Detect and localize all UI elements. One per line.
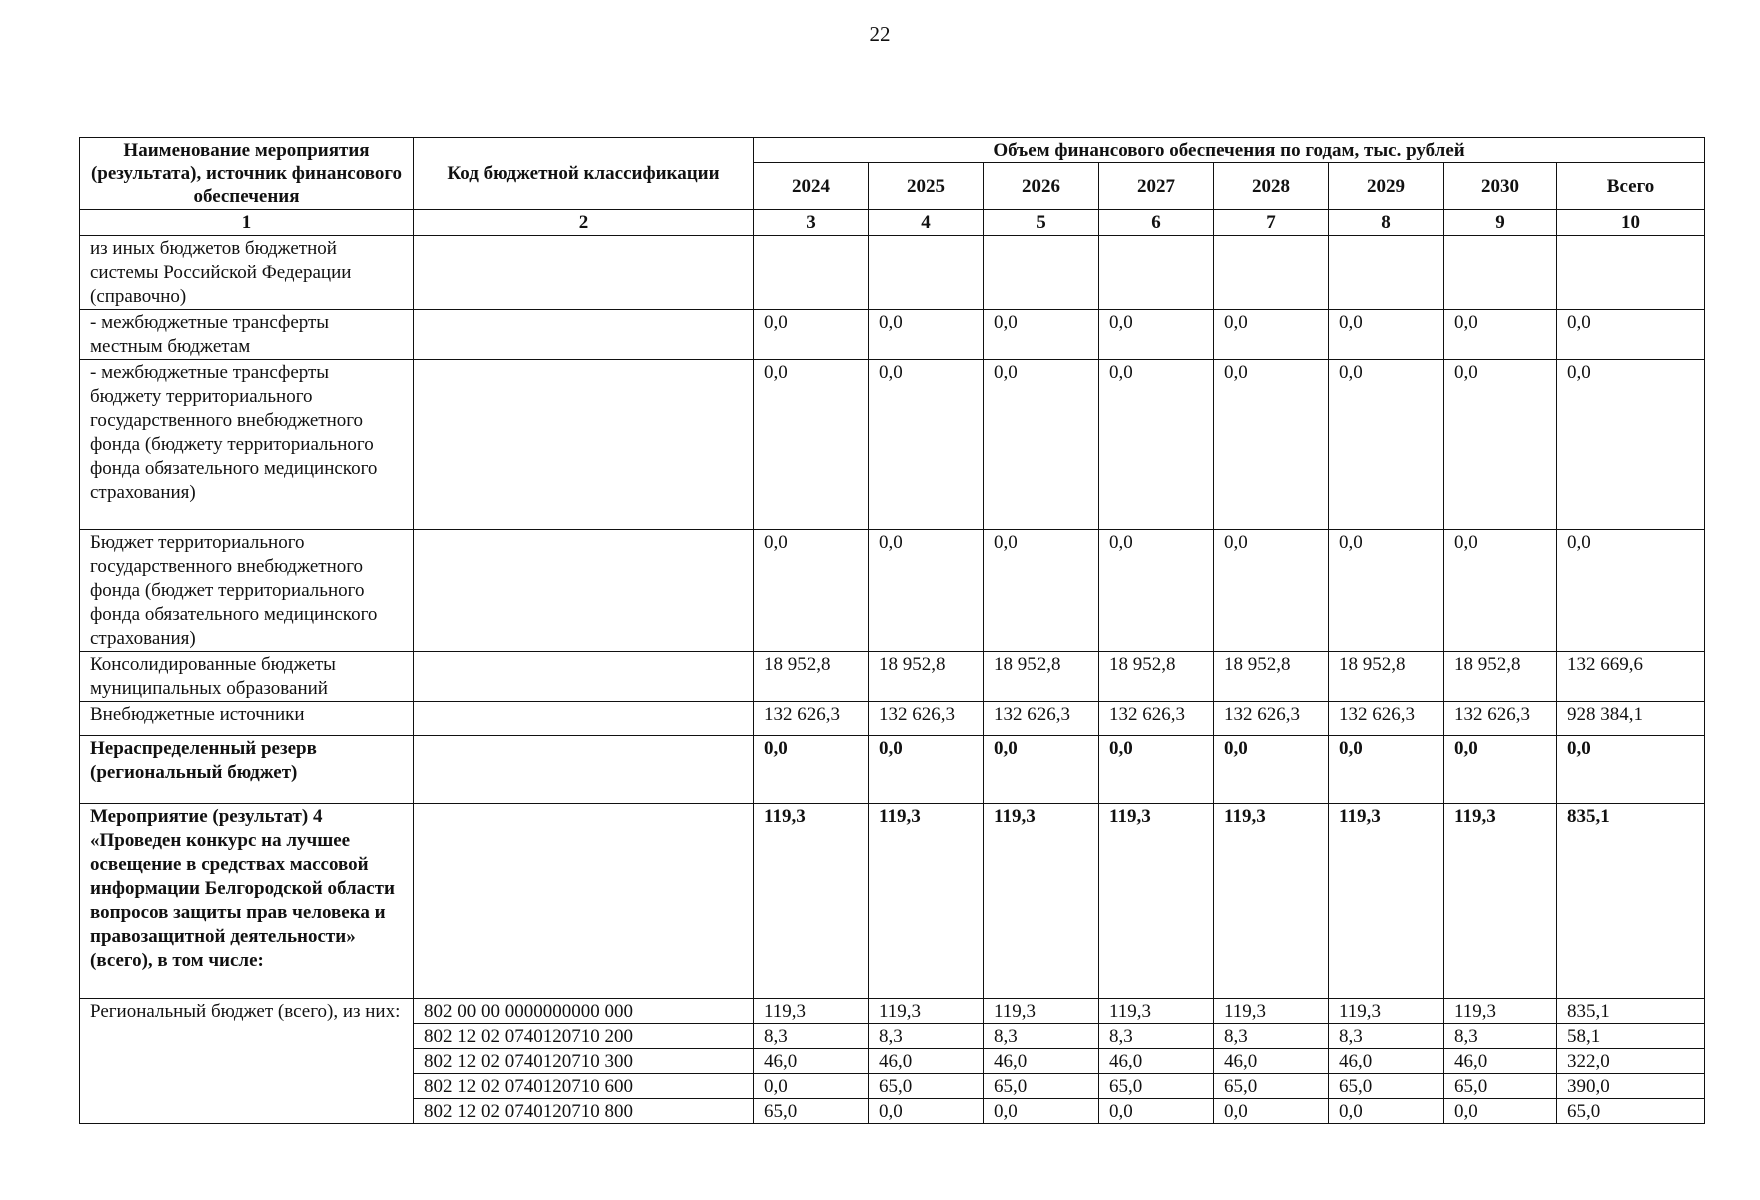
row-year-value: 65,0	[984, 1074, 1099, 1099]
row-year-value: 0,0	[754, 530, 869, 652]
row-total-value: 928 384,1	[1557, 702, 1705, 736]
table-row	[80, 360, 1705, 530]
row-year-value: 0,0	[1214, 360, 1329, 530]
row-total-value: 65,0	[1557, 1099, 1705, 1124]
row-year-value: 132 626,3	[1214, 702, 1329, 736]
row-year-value	[984, 236, 1099, 310]
column-number: 7	[1214, 210, 1329, 236]
row-year-value: 8,3	[1214, 1024, 1329, 1049]
table-row	[80, 236, 1705, 310]
row-year-value: 119,3	[869, 999, 984, 1024]
row-code: 802 12 02 0740120710 600	[414, 1074, 754, 1099]
row-code: 802 12 02 0740120710 800	[414, 1099, 754, 1124]
column-number: 10	[1557, 210, 1705, 236]
column-number: 4	[869, 210, 984, 236]
row-total-value: 132 669,6	[1557, 652, 1705, 702]
page-number: 22	[869, 22, 891, 46]
row-total-value: 0,0	[1557, 310, 1705, 360]
row-year-value: 0,0	[984, 1099, 1099, 1124]
row-year-value: 0,0	[1444, 530, 1557, 652]
row-total-value	[1557, 236, 1705, 310]
header-year: 2029	[1329, 163, 1444, 210]
row-code	[414, 310, 754, 360]
row-year-value: 18 952,8	[1214, 652, 1329, 702]
row-year-value: 65,0	[754, 1099, 869, 1124]
table-row	[80, 804, 1705, 999]
row-year-value: 0,0	[869, 360, 984, 530]
row-total-value: 58,1	[1557, 1024, 1705, 1049]
header-year: 2025	[869, 163, 984, 210]
table-body	[80, 236, 1705, 1124]
row-year-value: 0,0	[984, 310, 1099, 360]
table-row	[80, 652, 1705, 702]
row-year-value: 18 952,8	[1329, 652, 1444, 702]
row-year-value: 8,3	[1444, 1024, 1557, 1049]
row-code	[414, 702, 754, 736]
row-year-value: 0,0	[1329, 736, 1444, 804]
row-code: 802 00 00 0000000000 000	[414, 999, 754, 1024]
row-year-value: 0,0	[754, 360, 869, 530]
row-year-value	[1329, 236, 1444, 310]
row-year-value: 0,0	[1329, 310, 1444, 360]
row-year-value: 0,0	[754, 1074, 869, 1099]
row-year-value: 8,3	[869, 1024, 984, 1049]
row-year-value: 119,3	[984, 999, 1099, 1024]
row-code	[414, 530, 754, 652]
row-year-value: 0,0	[984, 530, 1099, 652]
row-year-value: 119,3	[1214, 999, 1329, 1024]
header-name-column: Наименование мероприятия (результата), источник финансового обеспечения	[80, 138, 414, 210]
row-year-value: 0,0	[754, 310, 869, 360]
row-year-value: 0,0	[1329, 1099, 1444, 1124]
table-row	[80, 530, 1705, 652]
row-year-value: 119,3	[1214, 804, 1329, 999]
row-year-value	[1099, 236, 1214, 310]
row-year-value: 0,0	[1099, 1099, 1214, 1124]
row-code	[414, 736, 754, 804]
row-year-value: 46,0	[1329, 1049, 1444, 1074]
row-year-value: 0,0	[984, 736, 1099, 804]
row-year-value: 132 626,3	[869, 702, 984, 736]
row-year-value: 65,0	[1099, 1074, 1214, 1099]
column-number: 3	[754, 210, 869, 236]
row-total-value: 835,1	[1557, 999, 1705, 1024]
column-number: 9	[1444, 210, 1557, 236]
row-year-value	[1444, 236, 1557, 310]
row-total-value: 835,1	[1557, 804, 1705, 999]
row-year-value: 46,0	[1214, 1049, 1329, 1074]
row-year-value: 0,0	[1099, 530, 1214, 652]
row-year-value: 119,3	[1444, 999, 1557, 1024]
row-year-value: 0,0	[1329, 360, 1444, 530]
header-year: 2024	[754, 163, 869, 210]
row-year-value: 18 952,8	[984, 652, 1099, 702]
header-code-column: Код бюджетной классификации	[414, 138, 754, 210]
row-year-value: 119,3	[984, 804, 1099, 999]
table-row	[80, 310, 1705, 360]
row-year-value: 18 952,8	[1444, 652, 1557, 702]
row-code	[414, 804, 754, 999]
table-row	[80, 702, 1705, 736]
row-year-value: 0,0	[1214, 1099, 1329, 1124]
row-code: 802 12 02 0740120710 200	[414, 1024, 754, 1049]
row-year-value: 0,0	[1099, 360, 1214, 530]
column-number: 2	[414, 210, 754, 236]
row-year-value: 119,3	[1099, 804, 1214, 999]
row-year-value: 0,0	[1099, 736, 1214, 804]
row-year-value: 18 952,8	[869, 652, 984, 702]
header-volume-column: Объем финансового обеспечения по годам, тыс. рублей	[754, 138, 1705, 163]
row-year-value: 8,3	[1329, 1024, 1444, 1049]
row-year-value: 0,0	[984, 360, 1099, 530]
row-year-value: 0,0	[869, 1099, 984, 1124]
column-number: 8	[1329, 210, 1444, 236]
row-year-value: 0,0	[1099, 310, 1214, 360]
row-name: Нераспределенный резерв (региональный бюджет)	[80, 736, 414, 804]
row-year-value: 119,3	[1099, 999, 1214, 1024]
row-year-value: 0,0	[1214, 736, 1329, 804]
column-number: 1	[80, 210, 414, 236]
row-name: Внебюджетные источники	[80, 702, 414, 736]
row-total-value: 0,0	[1557, 530, 1705, 652]
row-year-value: 119,3	[869, 804, 984, 999]
row-year-value: 132 626,3	[754, 702, 869, 736]
row-year-value: 119,3	[1329, 804, 1444, 999]
row-year-value: 0,0	[869, 310, 984, 360]
row-year-value	[754, 236, 869, 310]
row-year-value: 46,0	[869, 1049, 984, 1074]
row-year-value: 0,0	[1444, 360, 1557, 530]
row-total-value: 390,0	[1557, 1074, 1705, 1099]
column-number: 6	[1099, 210, 1214, 236]
row-code	[414, 236, 754, 310]
row-year-value: 65,0	[1444, 1074, 1557, 1099]
row-year-value: 65,0	[869, 1074, 984, 1099]
row-year-value: 46,0	[1444, 1049, 1557, 1074]
row-year-value: 0,0	[1214, 530, 1329, 652]
row-name: Мероприятие (результат) 4 «Проведен конкурс на лучшее освещение в средствах массовой информации Белгородской области вопросов защиты прав человека и правозащитной деятельности» (всего), в том числе:	[80, 804, 414, 999]
header-total: Всего	[1557, 163, 1705, 210]
row-code	[414, 652, 754, 702]
row-year-value: 65,0	[1214, 1074, 1329, 1099]
table-row	[80, 999, 1705, 1024]
row-year-value: 119,3	[1329, 999, 1444, 1024]
row-year-value: 18 952,8	[754, 652, 869, 702]
row-year-value: 46,0	[754, 1049, 869, 1074]
row-year-value: 8,3	[984, 1024, 1099, 1049]
row-year-value: 0,0	[1329, 530, 1444, 652]
row-year-value: 0,0	[1444, 310, 1557, 360]
row-year-value: 132 626,3	[1444, 702, 1557, 736]
row-total-value: 0,0	[1557, 360, 1705, 530]
header-year: 2028	[1214, 163, 1329, 210]
row-year-value: 46,0	[1099, 1049, 1214, 1074]
row-name: Бюджет территориального государственного внебюджетного фонда (бюджет территориального фонда обязательного медицинского страхования)	[80, 530, 414, 652]
row-year-value	[1214, 236, 1329, 310]
row-name: Региональный бюджет (всего), из них:	[80, 999, 414, 1124]
row-year-value: 0,0	[754, 736, 869, 804]
header-year: 2027	[1099, 163, 1214, 210]
row-year-value	[869, 236, 984, 310]
financing-table	[79, 137, 1705, 1124]
row-year-value: 132 626,3	[1329, 702, 1444, 736]
row-year-value: 8,3	[1099, 1024, 1214, 1049]
row-year-value: 119,3	[1444, 804, 1557, 999]
row-total-value: 322,0	[1557, 1049, 1705, 1074]
column-number: 5	[984, 210, 1099, 236]
row-year-value: 0,0	[869, 736, 984, 804]
row-year-value: 46,0	[984, 1049, 1099, 1074]
row-year-value: 0,0	[1444, 736, 1557, 804]
row-name: из иных бюджетов бюджетной системы Российской Федерации (справочно)	[80, 236, 414, 310]
row-year-value: 0,0	[1214, 310, 1329, 360]
row-name: - межбюджетные трансферты бюджету территориального государственного внебюджетного фонда (бюджету территориального фонда обязательного медицинского страхования)	[80, 360, 414, 530]
row-year-value: 132 626,3	[1099, 702, 1214, 736]
row-year-value: 132 626,3	[984, 702, 1099, 736]
row-year-value: 119,3	[754, 999, 869, 1024]
row-year-value: 119,3	[754, 804, 869, 999]
row-total-value: 0,0	[1557, 736, 1705, 804]
row-year-value: 8,3	[754, 1024, 869, 1049]
header-year: 2026	[984, 163, 1099, 210]
row-name: Консолидированные бюджеты муниципальных образований	[80, 652, 414, 702]
row-year-value: 65,0	[1329, 1074, 1444, 1099]
row-name: - межбюджетные трансферты местным бюджетам	[80, 310, 414, 360]
row-year-value: 18 952,8	[1099, 652, 1214, 702]
column-numbers-row	[80, 210, 1705, 236]
header-year: 2030	[1444, 163, 1557, 210]
row-code: 802 12 02 0740120710 300	[414, 1049, 754, 1074]
table-row	[80, 736, 1705, 804]
row-year-value: 0,0	[1444, 1099, 1557, 1124]
row-code	[414, 360, 754, 530]
row-year-value: 0,0	[869, 530, 984, 652]
